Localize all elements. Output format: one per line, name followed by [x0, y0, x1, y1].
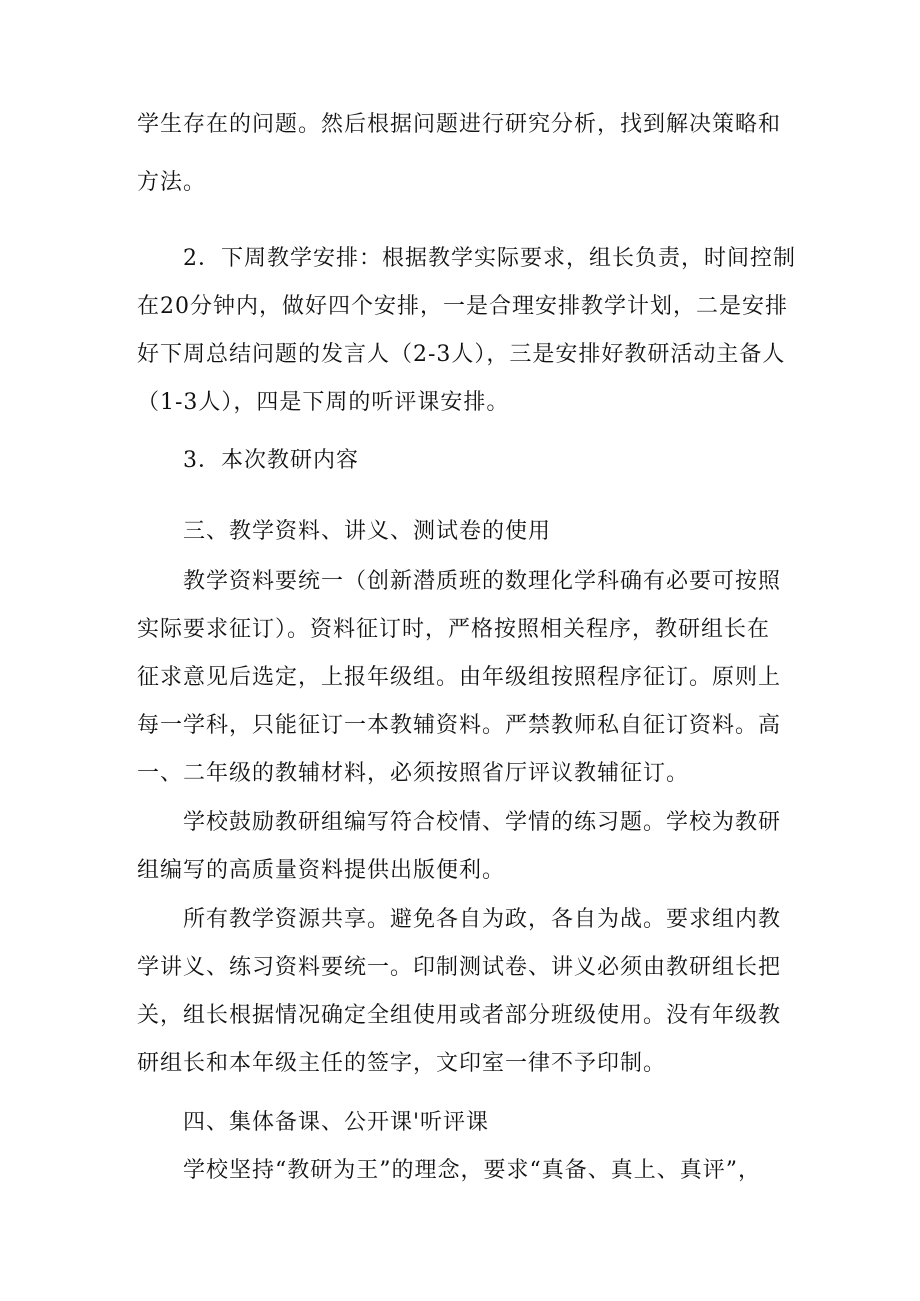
text-line: 在20分钟内，做好四个安排，一是合理安排教学计划，二是安排: [137, 294, 788, 319]
text-line: 学校鼓励教研组编写符合校情、学情的练习题。学校为教研: [183, 810, 782, 835]
section-heading: 三、教学资料、讲义、测试卷的使用: [183, 519, 552, 544]
section-heading: 四、集体备课、公开课'听评课: [183, 1110, 490, 1135]
text-line: 每一学科，只能征订一本教辅资料。严禁教师私自征订资料。高: [137, 713, 782, 738]
text-line: 好下周总结问题的发言人（2-3人），三是安排好教研活动主备人: [137, 342, 786, 367]
text-line: （1-3人），四是下周的听评课安排。: [137, 390, 510, 415]
text-line: 一、二年级的教辅材料，必须按照省厅评议教辅征订。: [137, 761, 690, 786]
text-line: 方法。: [137, 170, 207, 195]
text-line: 实际要求征订）。资料征订时，严格按照相关程序，教研组长在: [137, 617, 771, 642]
text-line: 学讲义、练习资料要统一。印制测试卷、讲义必须由教研组长把: [137, 955, 782, 980]
list-item-3-line: 3．本次教研内容: [183, 448, 359, 473]
text-line: 组编写的高质量资料提供出版便利。: [137, 858, 506, 883]
list-item-2-line: 2．下周教学安排：根据教学实际要求，组长负责，时间控制: [183, 246, 796, 271]
text-line: 征求意见后选定，上报年级组。由年级组按照程序征订。原则上: [137, 665, 782, 690]
text-line: 学校坚持“教研为王”的理念，要求“真备、真上、真评”，: [183, 1158, 761, 1183]
text-line: 学生存在的问题。然后根据问题进行研究分析，找到解决策略和: [137, 112, 782, 137]
text-line: 所有教学资源共享。避免各自为政，各自为战。要求组内教: [183, 907, 782, 932]
text-line: 关，组长根据情况确定全组使用或者部分班级使用。没有年级教: [137, 1003, 782, 1028]
text-line: 教学资料要统一（创新潜质班的数理化学科确有必要可按照: [183, 569, 782, 594]
text-line: 研组长和本年级主任的签字，文印室一律不予印制。: [137, 1051, 667, 1076]
